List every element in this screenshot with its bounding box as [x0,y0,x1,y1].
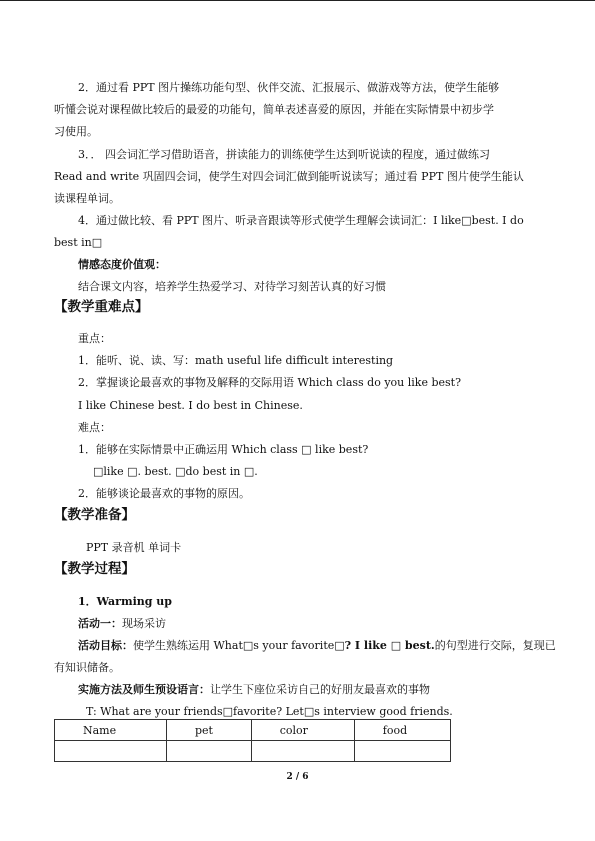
step-1-title: 1．Warming up [78,595,172,608]
paragraph-4-line-2: best in□ [54,236,103,249]
table-row [55,741,451,762]
difficult-point-1: 1．能够在实际情景中正确运用 Which class □ like best? [78,443,369,456]
activity-goal-text-b: ? I like □ best. [344,639,435,652]
heading-key-points: 【教学重难点】 [54,299,149,315]
table-header-food: food [354,720,450,741]
table-cell [55,741,167,762]
paragraph-3-line-2: Read and write 巩固四会词，使学生对四会词汇做到能听说读写；通过看 PPT 图片使学生能认 [54,170,524,183]
table-cell [251,741,354,762]
key-point-2: 2．掌握谈论最喜欢的事物及解释的交际用语 Which class do you like best? [78,376,461,389]
activity-goal [78,638,578,653]
paragraph-4-line-1: 4．通过做比较、看 PPT 图片、听录音跟读等形式使学生理解会读词汇：I like□best. I do [78,214,524,227]
paragraph-3-line-1: 3．． 四会词汇学习借助语音，拼读能力的训练使学生达到听说读的程度，通过做练习 [78,148,490,161]
method-text: 让学生下座位采访自己的好朋友最喜欢的事物 [210,683,430,696]
method-label: 实施方法及师生预设语言： [78,683,210,696]
paragraph-2-line-3: 习使用。 [54,125,98,138]
difficult-point-2: 2．能够谈论最喜欢的事物的原因。 [78,487,250,500]
activity-goal-text-c: 的句型进行交际，复现已 [434,639,556,652]
attitude-text: 结合课文内容，培养学生热爱学习、对待学习刻苦认真的好习惯 [78,280,386,293]
table-header-color: color [251,720,354,741]
paragraph-2-line-2: 听懂会说对课程做比较后的最爱的功能句，简单表述喜爱的原因，并能在实际情景中初步学 [54,103,494,116]
interview-table [54,719,451,762]
activity-goal-label: 活动目标： [78,639,133,652]
difficult-point-1-example: □like □. best. □do best in □. [93,465,258,478]
table-header-row [55,720,451,741]
activity-goal-text-a: 使学生熟练运用 What□s your favorite□ [133,639,345,652]
teacher-line: T: What are your friends□favorite? Let□s interview good friends. [86,705,453,718]
method [78,682,578,697]
paragraph-2-line-1: 2．通过看 PPT 图片操练功能句型、伙伴交流、汇报展示、做游戏等方法，使学生能够 [78,81,500,94]
key-point-1: 1．能听、说、读、写：math useful life difficult interesting [78,354,394,367]
table-header-pet: pet [167,720,252,741]
table-header-name: Name [55,720,167,741]
key-points-label: 重点： [78,332,111,345]
table-cell [354,741,450,762]
attitude-label: 情感态度价值观： [78,258,166,271]
activity-1-label: 活动一： [78,617,122,630]
table-cell [167,741,252,762]
activity-1 [78,616,578,631]
difficult-points-label: 难点： [78,421,111,434]
activity-1-text: 现场采访 [122,617,166,630]
paragraph-3-line-3: 读课程单词。 [54,192,120,205]
activity-goal-line-2: 有知识储备。 [54,661,120,674]
header-rule [0,0,595,1]
preparation-items: PPT 录音机 单词卡 [86,541,182,554]
heading-process: 【教学过程】 [54,561,135,577]
key-point-2-example: I like Chinese best. I do best in Chinese. [78,399,303,412]
heading-preparation: 【教学准备】 [54,507,135,523]
page-number: 2 / 6 [286,772,309,782]
